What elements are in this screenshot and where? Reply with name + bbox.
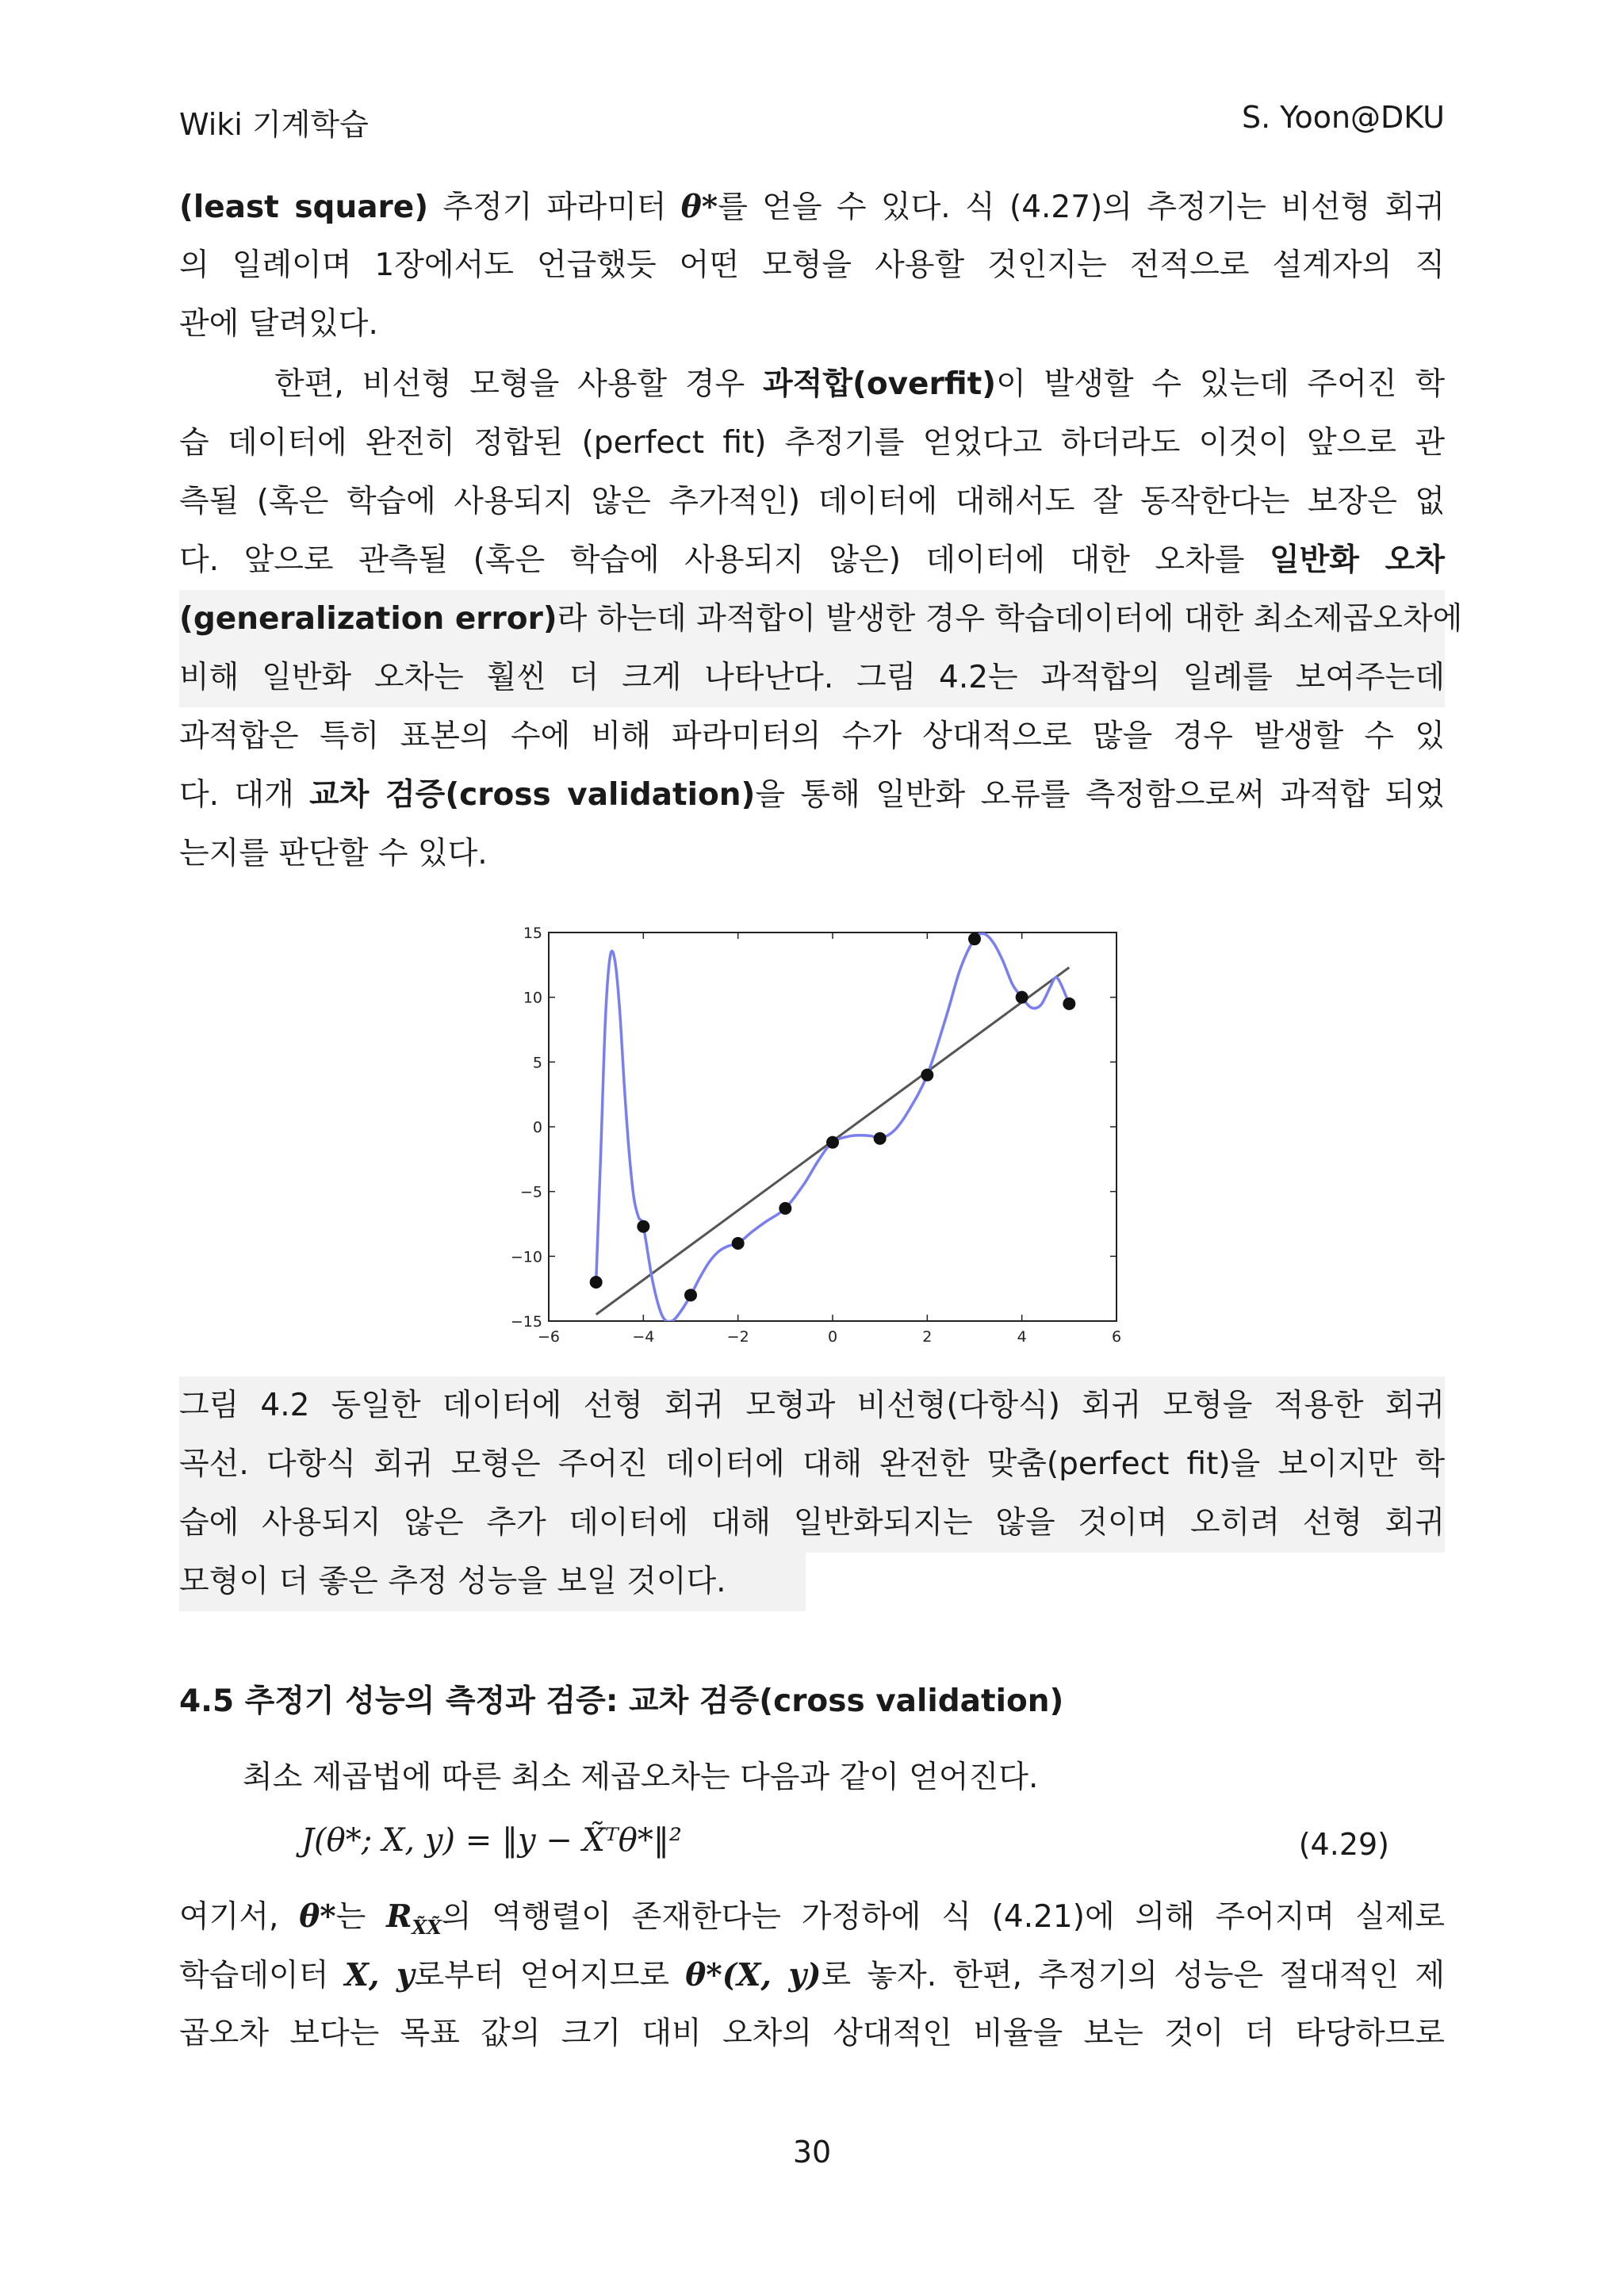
cross-validation-term: 교차 검증(cross validation) [309,777,756,813]
r-letter: R [386,1898,412,1935]
p3-text: 로 놓자. 한편, 추정기의 성능은 절대적인 제 [821,1958,1446,1993]
p2-line-6: 비해 일반화 오차는 훨씬 더 크게 나타난다. 그림 4.2는 과적합의 일례를 보여주는데 [179,649,1445,707]
p3-text: 의 역행렬이 존재한다는 가정하에 식 (4.21)에 의해 주어지며 실제로 [441,1899,1445,1935]
r-subscript: X̃X̃ [412,1915,442,1939]
p3-line-3: 곱오차 보다는 목표 값의 크기 대비 오차의 상대적인 비율을 보는 것이 더 타당하므로 [179,2016,1445,2051]
generalization-error-en: (generalization error) [179,601,557,637]
p3-line-1 [179,1887,1445,1946]
least-square-term: (least square) [179,190,429,225]
x-tick-label: −2 [726,1328,749,1346]
paragraph-2 [179,355,1463,883]
page-number: 30 [792,2135,832,2170]
p2-line-4 [179,531,1445,590]
header-left: Wiki 기계학습 [179,107,369,142]
p2-line-3 [179,473,1445,531]
overfit-term: 과적합(overfit) [762,366,997,402]
header-right: S. Yoon@DKU [1242,100,1445,135]
p1-line-2: 의 일례이며 1장에서도 언급했듯 어떤 모형을 사용할 것인지는 전적으로 설계자의 직 [179,247,1445,283]
figure-4-2-chart [508,923,1126,1351]
p3-line-2 [179,1946,1445,2005]
figure-caption [179,1377,1445,1611]
intro-sentence: 최소 제곱법에 따른 최소 제곱오차는 다음과 같이 얻어진다. [243,1760,1039,1795]
p3-text: 여기서, [179,1899,300,1935]
section-heading: 4.5 추정기 성능의 측정과 검증: 교차 검증(cross validation) [179,1683,1064,1719]
p2-text: 다. 대개 [179,777,310,813]
data-point [968,933,981,945]
p1-line-3: 관에 달려있다. [179,306,378,342]
data-point [590,1276,603,1289]
y-tick-label: 0 [532,1119,542,1136]
p3-text: 로부터 얻어지므로 [414,1958,686,1993]
theta-star-xy-symbol: θ*(X, y) [685,1957,822,1993]
p2-line-2: 습 데이터에 완전히 정합된 (perfect fit) 추정기를 얻었다고 하더라도 이것이 앞으로 관 [179,425,1445,461]
equation-4-29: J(θ*; X, y) = ‖y − X̃ᵀθ*‖² [301,1822,682,1859]
r-matrix-symbol [386,1898,442,1939]
data-point [779,1202,791,1215]
caption-line-3: 습에 사용되지 않은 추가 데이터에 대해 일반화되지는 않을 것이며 오히려 선형 회귀 [179,1494,1445,1553]
p2-line-9: 는지를 판단할 수 있다. [179,836,488,871]
theta-star-symbol: θ* [299,1898,336,1935]
xy-symbol: X, y [344,1957,415,1993]
x-tick-label: −4 [632,1328,655,1346]
y-tick-label: 10 [523,989,542,1007]
data-point [637,1220,649,1233]
p2-line-1 [179,355,1445,414]
y-tick-label: 5 [532,1054,542,1072]
x-tick-label: 0 [827,1328,838,1346]
p2-text: 이 발생할 수 있는데 주어진 학 [996,366,1445,402]
caption-line-4: 모형이 더 좋은 추정 성능을 보일 것이다. [179,1553,806,1611]
p2-text: 측될 (혹은 학습에 사용되지 않은 추가적인) 데이터에 대해서도 잘 동작한다는 보장은 없 [179,484,1445,519]
p3-text: 는 [335,1899,387,1935]
y-tick-label: −10 [510,1248,542,1266]
y-tick-label: −15 [510,1313,542,1331]
p2-line-8 [179,766,1445,825]
caption-line-2: 곡선. 다항식 회귀 모형은 주어진 데이터에 대해 완전한 맞춤(perfect fit)을 보이지만 학 [179,1435,1445,1494]
p2-text: 라 하는데 과적합이 발생한 경우 학습데이터에 대한 최소제곱오차에 [557,601,1463,637]
data-point [684,1289,697,1301]
x-tick-label: 4 [1017,1328,1027,1346]
p2-text: 을 통해 일반화 오류를 측정함으로써 과적합 되었 [755,777,1445,813]
p2-line-7: 과적합은 특히 표본의 수에 비해 파라미터의 수가 상대적으로 많을 경우 발생할 수 있 [179,718,1445,754]
p1-text: 추정기 파라미터 [428,190,681,225]
caption-line-1: 그림 4.2 동일한 데이터에 선형 회귀 모형과 비선형(다항식) 회귀 모형을 적용한 회귀 [179,1377,1445,1435]
x-tick-label: 2 [922,1328,933,1346]
p1-line-1 [179,178,1445,236]
p1-text: 를 얻을 수 있다. 식 (4.27)의 추정기는 비선형 회귀 [718,190,1445,225]
theta-star-symbol: θ* [680,189,718,225]
p2-text: 한편, 비선형 모형을 사용할 경우 [274,366,763,402]
generalization-error-term: 일반화 오차 [1269,542,1445,578]
x-tick-label: 6 [1111,1328,1122,1346]
equation-number: (4.29) [1298,1827,1389,1862]
y-tick-label: 15 [523,925,542,942]
paragraph-3 [179,1887,1445,2063]
x-tick-label: −6 [537,1328,561,1346]
data-point [732,1237,745,1250]
data-point [826,1136,839,1149]
data-point [1016,991,1028,1004]
y-tick-label: −5 [519,1183,542,1201]
p3-text: 학습데이터 [179,1958,345,1993]
paragraph-1 [179,178,1445,354]
p2-line-5 [179,590,1463,649]
plot-frame [549,933,1116,1321]
p2-text: 다. 앞으로 관측될 (혹은 학습에 사용되지 않은) 데이터에 대한 오차를 [179,542,1270,578]
data-point [874,1132,887,1145]
data-point [1063,998,1075,1010]
data-point [921,1069,933,1082]
